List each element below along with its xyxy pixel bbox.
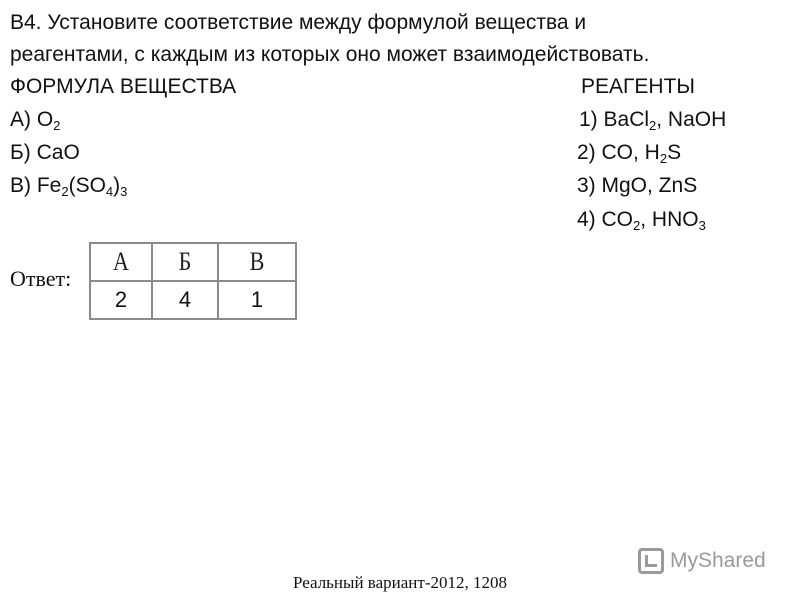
myshared-watermark-text: MyShared	[670, 549, 766, 572]
reagent-1-sub: 2	[649, 118, 657, 133]
myshared-watermark	[638, 548, 766, 574]
question-line-2: реагентами, с каждым из которых оно может взаимодействовать.	[10, 43, 650, 66]
substance-c-sub2: 4	[105, 184, 114, 199]
reagent-2-text: 2) CO, H	[577, 141, 660, 164]
reagents-column-header: РЕАГЕНТЫ	[581, 75, 695, 98]
answer-value-row	[90, 281, 296, 319]
reagent-1-text: 1) BaCl	[579, 108, 650, 131]
substance-c-mid2: )	[113, 174, 121, 197]
substance-c	[10, 174, 128, 199]
myshared-logo-icon	[638, 548, 664, 574]
footer-caption: Реальный вариант-2012, 1208	[293, 573, 507, 592]
substance-c-sub3: 3	[120, 184, 128, 199]
reagent-4-sub1: 2	[633, 218, 641, 233]
reagent-4	[577, 208, 706, 233]
question-line-1: В4. Установите соответствие между формулой вещества и	[10, 11, 587, 34]
answer-value-b: 4	[152, 281, 218, 319]
formula-column-header: ФОРМУЛА ВЕЩЕСТВА	[10, 75, 237, 98]
substance-a	[10, 108, 61, 133]
reagent-4-text: 4) CO	[577, 208, 634, 231]
answer-value-c: 1	[218, 281, 296, 319]
substance-a-sub: 2	[53, 118, 61, 133]
answer-header-row	[90, 243, 296, 281]
reagent-4-sub2: 3	[698, 218, 706, 233]
answer-label: Ответ:	[10, 266, 72, 291]
substance-b: Б) CaO	[10, 141, 80, 164]
reagent-1	[579, 108, 727, 133]
answer-table	[89, 242, 297, 320]
substance-c-sub1: 2	[61, 184, 69, 199]
answer-value-a: 2	[90, 281, 152, 319]
substance-c-mid: (SO	[68, 174, 106, 197]
answer-header-a: А	[95, 243, 148, 281]
reagent-4-mid: , HNO	[640, 208, 699, 231]
answer-header-c: В	[224, 243, 290, 281]
substance-a-text: А) O	[10, 108, 54, 131]
reagent-3: 3) MgO, ZnS	[577, 174, 698, 197]
answer-header-b: Б	[157, 243, 213, 281]
reagent-2	[577, 141, 682, 166]
reagent-2-sub: 2	[659, 151, 668, 166]
substance-c-text: В) Fe	[10, 174, 62, 197]
reagent-2-suffix: S	[667, 141, 682, 164]
reagent-1-suffix: , NaOH	[656, 108, 727, 131]
